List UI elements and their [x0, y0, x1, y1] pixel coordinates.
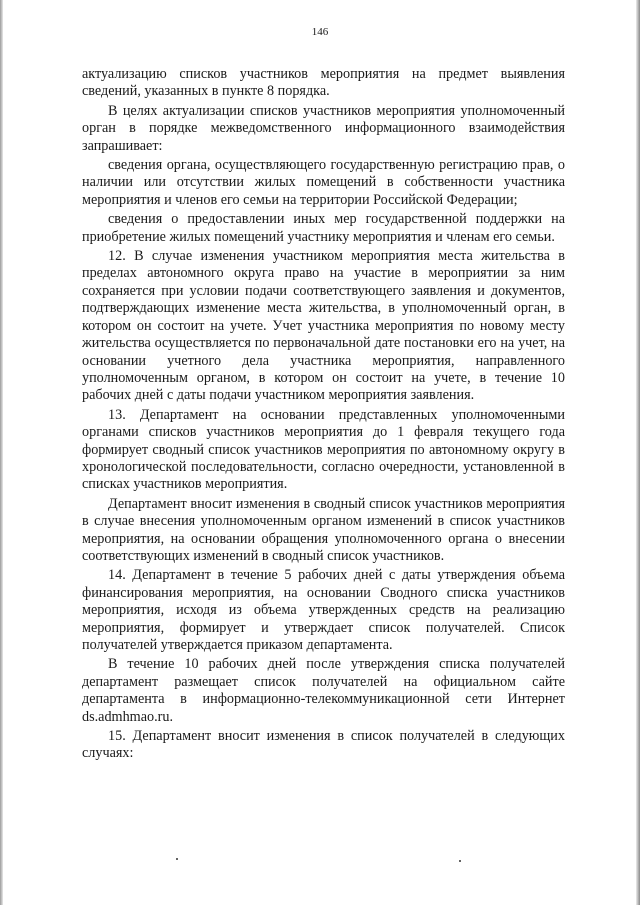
paragraph-9: В течение 10 рабочих дней после утверждения списка получателей департамент размещает список получателей на официальном сайте департамента в информационно-телекоммуникационной сети Интернет ds.admhmao.ru. [82, 656, 565, 725]
page-number: 146 [311, 26, 329, 38]
scan-speck-left [176, 858, 178, 860]
paragraph-3: сведения органа, осуществляющего государственную регистрацию прав, о наличии или отсутствии жилых помещений в собственности участника мероприятия и членов его семьи на территории Российской Федерации; [82, 157, 565, 208]
paragraph-2: В целях актуализации списков участников мероприятия уполномоченный орган в порядке межведомственного информационного взаимодействия запрашивает: [82, 102, 565, 154]
scan-edge-right [636, 0, 640, 905]
paragraph-6: 13. Департамент на основании представленных уполномоченными органами списков участников мероприятия до 1 февраля текущего года формирует сводный список участников мероприятия по автономному округу в хронологической последовательности, согласно очередности, установленной в списках участников мероприятия. [82, 406, 565, 493]
paragraph-8: 14. Департамент в течение 5 рабочих дней с даты утверждения объема финансирования мероприятия, на основании Сводного списка участников мероприятия, исходя из объема утвержденных средств на реализацию мероприятия, формирует и утверждает список получателей. Список получателей утверждается приказом департамента. [82, 567, 565, 653]
document-body [82, 66, 565, 765]
paragraph-10: 15. Департамент вносит изменения в список получателей в следующих случаях: [82, 728, 565, 762]
paragraph-4: сведения о предоставлении иных мер государственной поддержки на приобретение жилых помещений участнику мероприятия и членам его семьи. [82, 211, 565, 245]
paragraph-1: актуализацию списков участников мероприятия на предмет выявления сведений, указанных в пункте 8 порядка. [82, 66, 565, 100]
scan-edge-left [0, 0, 3, 905]
paragraph-7: Департамент вносит изменения в сводный список участников мероприятия в случае внесения уполномоченным органом изменений в список участников мероприятия, на основании обращения уполномоченного органа о внесении соответствующих изменений в сводный список участников. [82, 495, 565, 564]
scan-speck-right [459, 860, 461, 862]
paragraph-5: 12. В случае изменения участником мероприятия места жительства в пределах автономного округа право на участие в мероприятии за ним сохраняется при условии подачи соответствующего заявления и документов, подтверждающих изменение места жительства, в уполномоченный орган, в котором он состоит на учете. Учет участника мероприятия по новому месту жительства осуществляется по первоначальной дате постановки его на учет, на основании учетного дела участника мероприятия, направленного уполномоченным органом, в котором он состоит на учете, в течение 10 рабочих дней с даты подачи участником мероприятия заявления. [82, 248, 565, 404]
